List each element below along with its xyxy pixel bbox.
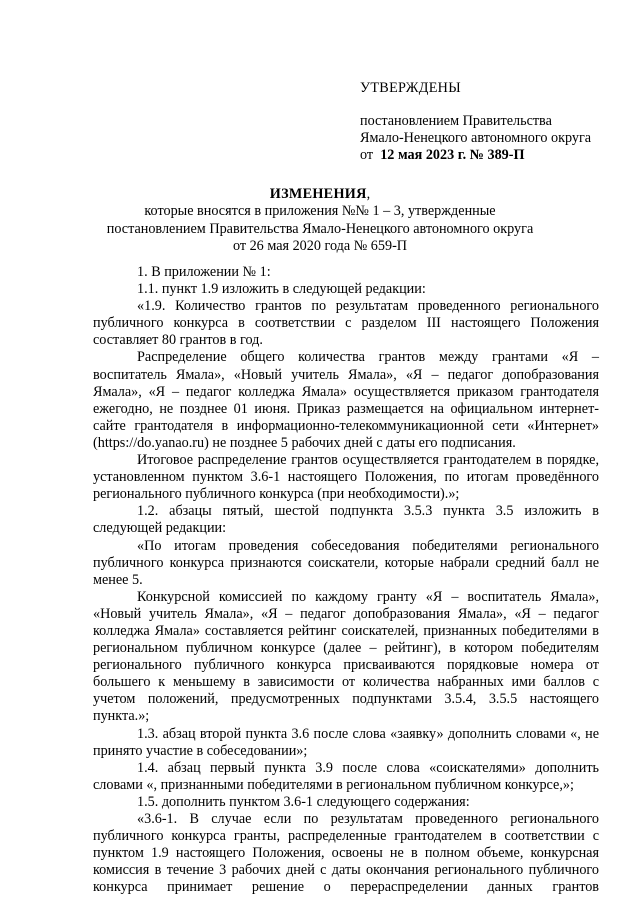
paragraph: 1.5. дополнить пунктом 3.6-1 следующего содержания: xyxy=(137,793,470,810)
approval-date-prefix: от xyxy=(360,147,381,163)
document-heading xyxy=(100,186,540,255)
paragraph: 1.3. абзац второй пункта 3.6 после слова «заявку» дополнить словами «, не принято участие в собеседовании»; xyxy=(93,725,599,759)
heading-title-comma: , xyxy=(366,186,371,202)
approval-block xyxy=(360,80,591,164)
paragraph: «По итогам проведения собеседования победителями регионального публичного конкурса признаются соискатели, которые набрали средний балл не менее 5. xyxy=(93,537,599,588)
heading-line-2: которые вносятся в приложения №№ 1 – 3, утвержденные xyxy=(144,203,496,220)
approval-title: УТВЕРЖДЕНЫ xyxy=(360,80,461,96)
paragraph: 1.4. абзац первый пункта 3.9 после слова «соискателями» дополнить словами «, признанными победителями в региональном публичном конкурсе,»; xyxy=(93,759,599,793)
approval-date-number: 12 мая 2023 г. № 389-П xyxy=(380,147,525,163)
paragraph: «3.6-1. В случае если по результатам проведенного регионального публичного конкурса гранты, распределенные грантодателем в соответствии с пунктом 1.9 настоящего Положения, освоены не в полном объеме, конкурсная комиссия в течение 3 рабочих дней с даты окончания регионального публичного конкурса принимает решение о перераспределении данных грантов xyxy=(93,811,599,896)
paragraph: Распределение общего количества грантов между грантами «Я – воспитатель Ямала», «Новый учитель Ямала», «Я – педагог допобразования Ямала», «Я – педагог колледжа Ямала» осуществляется приказом грантодателя ежегодно, не позднее 01 июня. Приказ размещается на официальном интернет-сайте грантодателя в информационно-телекоммуникационной сети «Интернет» (https://do.yanao.ru) не позднее 5 рабочих дней с даты его подписания. xyxy=(93,349,599,451)
paragraph: «1.9. Количество грантов по результатам проведенного регионального публичного конкурса в соответствии с разделом III настоящего Положения составляет 80 грантов в год. xyxy=(93,298,599,349)
approval-line-2: Ямало-Ненецкого автономного округа xyxy=(360,130,592,146)
paragraph: 1.1. пункт 1.9 изложить в следующей редакции: xyxy=(137,281,426,298)
approval-line-1: постановлением Правительства xyxy=(360,113,552,129)
document-body xyxy=(93,264,599,896)
heading-title-line xyxy=(100,186,540,203)
heading-line-4: от 26 мая 2020 года № 659-П xyxy=(232,237,408,254)
heading-title: ИЗМЕНЕНИЯ xyxy=(269,186,367,202)
approval-line-3 xyxy=(360,147,591,164)
paragraph: 1.2. абзацы пятый, шестой подпункта 3.5.3 пункта 3.5 изложить в следующей редакции: xyxy=(93,503,599,537)
paragraph: 1. В приложении № 1: xyxy=(137,264,271,280)
paragraph: Конкурсной комиссией по каждому гранту «Я – воспитатель Ямала», «Новый учитель Ямала», «Я – педагог допобразования Ямала», «Я – педагог колледжа Ямала» составляется рейтинг соискателей, признанных победителями в региональном публичном конкурсе (далее – рейтинг), в котором победителям регионального публичного конкурса присваиваются порядковые номера от большего к меньшему в зависимости от количества набранных ими баллов с учетом положений, предусмотренных подпунктами 3.5.4, 3.5.5 настоящего пункта.»; xyxy=(93,588,599,725)
heading-line-3: постановлением Правительства Ямало-Ненецкого автономного округа xyxy=(106,220,534,237)
paragraph: Итоговое распределение грантов осуществляется грантодателем в порядке, установленном пунктом 3.6-1 настоящего Положения, по итогам проведённого регионального публичного конкурса (при необходимости).»; xyxy=(93,452,599,503)
